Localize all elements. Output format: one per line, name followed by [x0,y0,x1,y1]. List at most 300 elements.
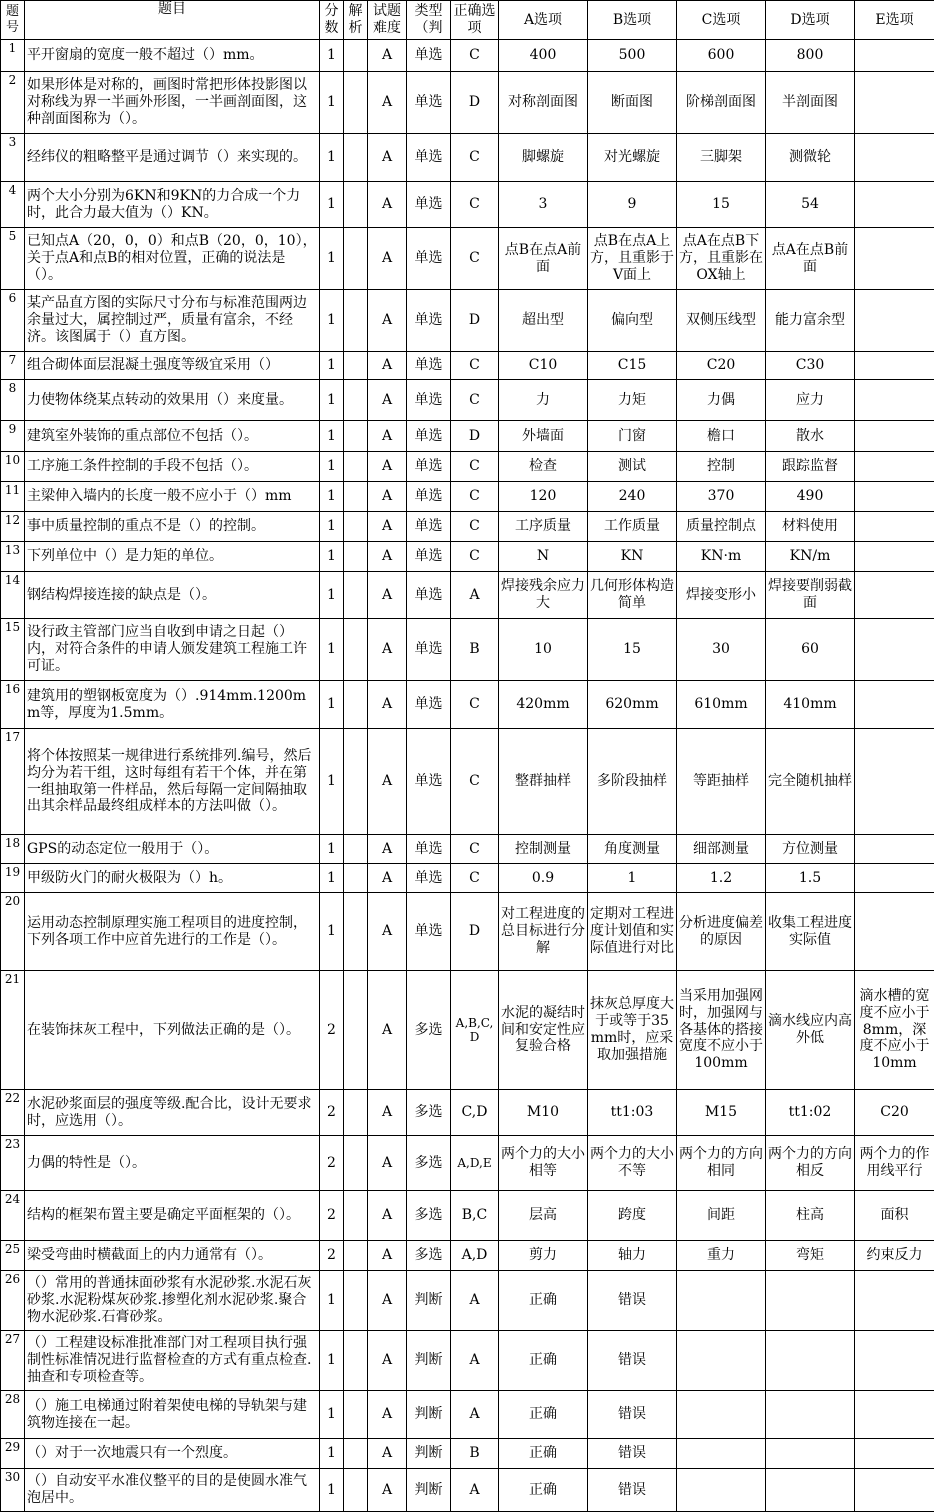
difficulty: A [368,352,407,380]
option-b: 工作质量 [588,512,677,542]
question-text: 钢结构焊接连接的缺点是（）。 [25,572,320,619]
option-b: 620mm [588,681,677,729]
difficulty: A [368,228,407,290]
option-a: 水泥的凝结时间和安定性应复验合格 [499,971,588,1090]
score: 1 [320,290,344,352]
analysis [344,40,368,72]
option-a: 超出型 [499,290,588,352]
difficulty: A [368,380,407,421]
score: 1 [320,729,344,835]
score: 1 [320,228,344,290]
question-type: 多选 [407,1241,451,1271]
difficulty: A [368,421,407,452]
score: 1 [320,1271,344,1331]
table-row [1,290,934,352]
correct-answer: A,D [451,1241,499,1271]
question-type: 判断 [407,1331,451,1391]
option-c: 分析进度偏差的原因 [677,893,766,971]
analysis [344,290,368,352]
question-type: 单选 [407,40,451,72]
analysis [344,1331,368,1391]
table-row [1,729,934,835]
difficulty: A [368,482,407,512]
option-d: 滴水线应内高外低 [766,971,855,1090]
question-number: 11 [1,482,25,512]
question-number: 26 [1,1271,25,1331]
header-no: 题号 [1,1,25,40]
option-e [855,893,934,971]
difficulty: A [368,72,407,134]
score: 1 [320,542,344,572]
option-d: 1.5 [766,864,855,893]
score: 1 [320,421,344,452]
option-b: 240 [588,482,677,512]
question-text: 主梁伸入墙内的长度一般不应小于（）mm [25,482,320,512]
question-type: 单选 [407,542,451,572]
option-b: 力矩 [588,380,677,421]
header-option-b: B选项 [588,1,677,40]
score: 1 [320,864,344,893]
table-row [1,1469,934,1512]
option-d [766,1439,855,1469]
option-d: KN/m [766,542,855,572]
difficulty: A [368,182,407,228]
correct-answer: C [451,864,499,893]
option-c: 点A在点B下方，且重影在OX轴上 [677,228,766,290]
analysis [344,380,368,421]
question-type: 单选 [407,72,451,134]
option-b: 几何形体构造简单 [588,572,677,619]
question-number: 22 [1,1090,25,1136]
question-type: 判断 [407,1469,451,1512]
question-number: 12 [1,512,25,542]
correct-answer: C [451,40,499,72]
analysis [344,542,368,572]
option-e [855,681,934,729]
option-d [766,1331,855,1391]
question-type: 单选 [407,380,451,421]
correct-answer: B [451,1439,499,1469]
analysis [344,835,368,864]
question-number: 27 [1,1331,25,1391]
question-text: 在装饰抹灰工程中，下列做法正确的是（）。 [25,971,320,1090]
question-number: 8 [1,380,25,421]
option-a: 剪力 [499,1241,588,1271]
table-row [1,1271,934,1331]
table-row [1,1136,934,1191]
correct-answer: B [451,619,499,681]
option-c [677,1271,766,1331]
table-row [1,681,934,729]
option-c: 610mm [677,681,766,729]
option-b: 对光螺旋 [588,134,677,182]
header-answer: 正确选项 [451,1,499,40]
question-text: 两个大小分别为6KN和9KN的力合成一个力时，此合力最大值为（）KN。 [25,182,320,228]
option-a: 对工程进度的总目标进行分解 [499,893,588,971]
table-row [1,835,934,864]
option-c [677,1469,766,1512]
option-a: 整群抽样 [499,729,588,835]
score: 1 [320,134,344,182]
option-e [855,452,934,482]
option-b: 断面图 [588,72,677,134]
difficulty: A [368,1439,407,1469]
question-type: 单选 [407,512,451,542]
option-e [855,72,934,134]
option-c: 檐口 [677,421,766,452]
option-a: 层高 [499,1191,588,1241]
difficulty: A [368,512,407,542]
analysis [344,971,368,1090]
correct-answer: D [451,72,499,134]
table-row [1,352,934,380]
option-a: 400 [499,40,588,72]
question-text: （）常用的普通抹面砂浆有水泥砂浆.水泥石灰砂浆.水泥粉煤灰砂浆.掺塑化剂水泥砂浆.聚合物水泥砂浆.石膏砂浆。 [25,1271,320,1331]
option-e [855,542,934,572]
option-c: 阶梯剖面图 [677,72,766,134]
correct-answer: A,B,C,D [451,971,499,1090]
question-text: 某产品直方图的实际尺寸分布与标准范围两边余量过大，属控制过严，质量有富余，不经济。该图属于（）直方图。 [25,290,320,352]
question-type: 单选 [407,864,451,893]
question-type: 单选 [407,182,451,228]
difficulty: A [368,1241,407,1271]
correct-answer: C [451,482,499,512]
correct-answer: C [451,452,499,482]
question-number: 10 [1,452,25,482]
question-number: 15 [1,619,25,681]
question-type: 单选 [407,835,451,864]
correct-answer: A,D,E [451,1136,499,1191]
option-a: 控制测量 [499,835,588,864]
option-c: C20 [677,352,766,380]
question-number: 17 [1,729,25,835]
option-e [855,182,934,228]
question-text: （）施工电梯通过附着架使电梯的导轨架与建筑物连接在一起。 [25,1391,320,1439]
option-e: 约束反力 [855,1241,934,1271]
option-e [855,228,934,290]
question-type: 单选 [407,290,451,352]
table-row [1,893,934,971]
option-d: 490 [766,482,855,512]
score: 1 [320,1331,344,1391]
question-text: 组合砌体面层混凝土强度等级宜采用（） [25,352,320,380]
question-type: 单选 [407,352,451,380]
analysis [344,864,368,893]
option-e: 滴水槽的宽度不应小于8mm，深度不应小于10mm [855,971,934,1090]
difficulty: A [368,290,407,352]
question-text: 水泥砂浆面层的强度等级.配合比，设计无要求时，应选用（）。 [25,1090,320,1136]
option-a: 3 [499,182,588,228]
option-a: 正确 [499,1331,588,1391]
question-number: 20 [1,893,25,971]
difficulty: A [368,542,407,572]
table-row [1,182,934,228]
correct-answer: A [451,1391,499,1439]
score: 1 [320,40,344,72]
score: 2 [320,1191,344,1241]
option-a: C10 [499,352,588,380]
difficulty: A [368,835,407,864]
option-d: 60 [766,619,855,681]
option-a: 力 [499,380,588,421]
score: 2 [320,971,344,1090]
option-e [855,835,934,864]
header-question: 题目 [25,1,320,40]
score: 2 [320,1136,344,1191]
score: 1 [320,893,344,971]
option-c: 600 [677,40,766,72]
analysis [344,1191,368,1241]
option-d: 半剖面图 [766,72,855,134]
option-c: 质量控制点 [677,512,766,542]
header-option-c: C选项 [677,1,766,40]
score: 1 [320,452,344,482]
difficulty: A [368,864,407,893]
analysis [344,228,368,290]
option-d: 收集工程进度实际值 [766,893,855,971]
option-e [855,352,934,380]
difficulty: A [368,619,407,681]
option-b: 轴力 [588,1241,677,1271]
question-number: 25 [1,1241,25,1271]
question-number: 9 [1,421,25,452]
question-type: 多选 [407,1090,451,1136]
option-a: 420mm [499,681,588,729]
question-type: 单选 [407,421,451,452]
correct-answer: A [451,1271,499,1331]
score: 2 [320,1090,344,1136]
question-type: 单选 [407,572,451,619]
correct-answer: C [451,681,499,729]
difficulty: A [368,681,407,729]
correct-answer: A [451,1331,499,1391]
table-row [1,1191,934,1241]
option-b: 定期对工程进度计划值和实际值进行对比 [588,893,677,971]
option-b: 错误 [588,1469,677,1512]
question-type: 判断 [407,1391,451,1439]
option-d: 柱高 [766,1191,855,1241]
option-e [855,512,934,542]
option-d: 点A在点B前面 [766,228,855,290]
correct-answer: A [451,1469,499,1512]
difficulty: A [368,572,407,619]
option-a: 10 [499,619,588,681]
option-d: 两个力的方向相反 [766,1136,855,1191]
option-a: 两个力的大小相等 [499,1136,588,1191]
question-number: 1 [1,40,25,72]
option-a: M10 [499,1090,588,1136]
option-c: 370 [677,482,766,512]
table-row [1,864,934,893]
analysis [344,893,368,971]
option-c: 控制 [677,452,766,482]
option-d: 方位测量 [766,835,855,864]
question-number: 29 [1,1439,25,1469]
option-b: 1 [588,864,677,893]
option-b: C15 [588,352,677,380]
analysis [344,134,368,182]
correct-answer: D [451,290,499,352]
option-c: 三脚架 [677,134,766,182]
option-b: 两个力的大小不等 [588,1136,677,1191]
question-text: 甲级防火门的耐火极限为（）h。 [25,864,320,893]
correct-answer: C [451,542,499,572]
option-e: 两个力的作用线平行 [855,1136,934,1191]
option-c: 间距 [677,1191,766,1241]
correct-answer: A [451,572,499,619]
difficulty: A [368,1469,407,1512]
question-text: 平开窗扇的宽度一般不超过（）mm。 [25,40,320,72]
difficulty: A [368,40,407,72]
header-option-e: E选项 [855,1,934,40]
question-number: 6 [1,290,25,352]
analysis [344,452,368,482]
score: 1 [320,619,344,681]
option-e [855,380,934,421]
option-d: tt1:02 [766,1090,855,1136]
difficulty: A [368,1136,407,1191]
question-text: 力使物体绕某点转动的效果用（）来度量。 [25,380,320,421]
option-c: 焊接变形小 [677,572,766,619]
table-row [1,40,934,72]
option-b: 15 [588,619,677,681]
option-e [855,134,934,182]
score: 1 [320,1439,344,1469]
option-a: 点B在点A前面 [499,228,588,290]
correct-answer: C [451,512,499,542]
analysis [344,512,368,542]
score: 1 [320,1469,344,1512]
question-text: 经纬仪的粗略整平是通过调节（）来实现的。 [25,134,320,182]
difficulty: A [368,1271,407,1331]
question-number: 14 [1,572,25,619]
option-c: 15 [677,182,766,228]
score: 1 [320,352,344,380]
question-text: GPS的动态定位一般用于（）。 [25,835,320,864]
analysis [344,72,368,134]
option-e [855,1271,934,1331]
option-b: tt1:03 [588,1090,677,1136]
difficulty: A [368,729,407,835]
header-option-d: D选项 [766,1,855,40]
option-c: 细部测量 [677,835,766,864]
analysis [344,1090,368,1136]
question-text: 结构的框架布置主要是确定平面框架的（）。 [25,1191,320,1241]
difficulty: A [368,893,407,971]
option-a: 120 [499,482,588,512]
option-d: 跟踪监督 [766,452,855,482]
option-a: 正确 [499,1469,588,1512]
analysis [344,1439,368,1469]
question-text: （）对于一次地震只有一个烈度。 [25,1439,320,1469]
option-b: 测试 [588,452,677,482]
difficulty: A [368,1191,407,1241]
question-number: 21 [1,971,25,1090]
question-number: 2 [1,72,25,134]
option-a: 脚螺旋 [499,134,588,182]
correct-answer: D [451,893,499,971]
question-type: 多选 [407,971,451,1090]
option-c: 1.2 [677,864,766,893]
option-a: 工序质量 [499,512,588,542]
question-type: 多选 [407,1191,451,1241]
question-number: 23 [1,1136,25,1191]
option-e [855,619,934,681]
question-type: 单选 [407,228,451,290]
question-number: 28 [1,1391,25,1439]
table-row [1,1241,934,1271]
option-e [855,1331,934,1391]
option-e: 面积 [855,1191,934,1241]
option-c: 等距抽样 [677,729,766,835]
difficulty: A [368,452,407,482]
question-text: 工序施工条件控制的手段不包括（）。 [25,452,320,482]
header-difficulty: 试题难度 [368,1,407,40]
option-d: 弯矩 [766,1241,855,1271]
analysis [344,681,368,729]
option-c: 重力 [677,1241,766,1271]
option-a: 正确 [499,1271,588,1331]
correct-answer: D [451,421,499,452]
question-text: 建筑室外装饰的重点部位不包括（）。 [25,421,320,452]
option-c: 两个力的方向相同 [677,1136,766,1191]
option-c: 力偶 [677,380,766,421]
option-a: 焊接残余应力大 [499,572,588,619]
option-b: 抹灰总厚度大于或等于35mm时，应采取加强措施 [588,971,677,1090]
option-b: 错误 [588,1391,677,1439]
question-text: 设行政主管部门应当自收到申请之日起（）内，对符合条件的申请人颁发建筑工程施工许可证。 [25,619,320,681]
option-d: 完全随机抽样 [766,729,855,835]
question-text: 梁受弯曲时横截面上的内力通常有（）。 [25,1241,320,1271]
option-a: 对称剖面图 [499,72,588,134]
option-e [855,40,934,72]
header-analysis: 解析 [344,1,368,40]
table-row [1,1331,934,1391]
analysis [344,421,368,452]
table-row [1,512,934,542]
correct-answer: C [451,729,499,835]
option-e [855,421,934,452]
option-a: N [499,542,588,572]
option-c: KN·m [677,542,766,572]
question-type: 单选 [407,893,451,971]
analysis [344,1136,368,1191]
table-row [1,1090,934,1136]
option-a: 外墙面 [499,421,588,452]
option-c: 30 [677,619,766,681]
table-row [1,619,934,681]
question-text: 建筑用的塑钢板宽度为（）.914mm.1200mm等，厚度为1.5mm。 [25,681,320,729]
score: 1 [320,572,344,619]
question-number: 5 [1,228,25,290]
question-text: 运用动态控制原理实施工程项目的进度控制，下列各项工作中应首先进行的工作是（）。 [25,893,320,971]
table-row [1,1391,934,1439]
analysis [344,352,368,380]
table-row [1,572,934,619]
option-a: 检查 [499,452,588,482]
table-row [1,134,934,182]
question-number: 7 [1,352,25,380]
option-d [766,1469,855,1512]
option-b: 9 [588,182,677,228]
question-number: 19 [1,864,25,893]
question-number: 16 [1,681,25,729]
option-b: KN [588,542,677,572]
question-text: 事中质量控制的重点不是（）的控制。 [25,512,320,542]
option-d: 54 [766,182,855,228]
question-text: （）工程建设标准批准部门对工程项目执行强制性标准情况进行监督检查的方式有重点检查.抽查和专项检查等。 [25,1331,320,1391]
table-row [1,971,934,1090]
